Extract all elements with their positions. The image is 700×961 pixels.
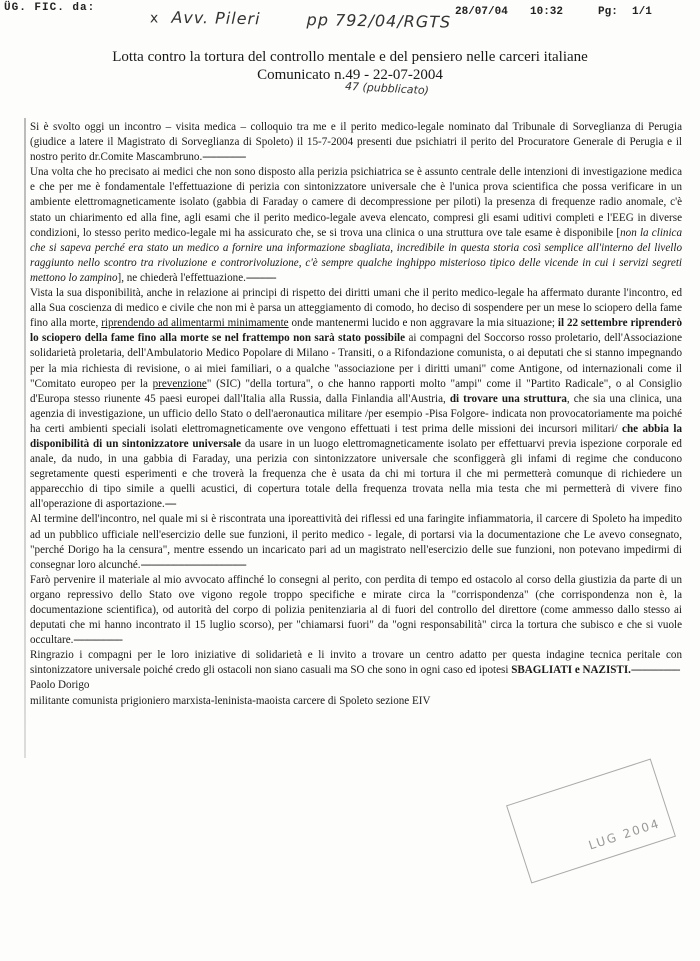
fax-page-label: Pg: xyxy=(598,6,618,18)
handwritten-mark: x xyxy=(149,10,160,27)
fax-page-number: 1/1 xyxy=(632,6,652,18)
stamp-date: LUG 2004 xyxy=(586,816,663,853)
document-body xyxy=(30,120,682,709)
scan-margin-shadow xyxy=(24,118,26,758)
paragraph-decision: Vista la sua disponibilità, anche in relazione ai principi di rispetto dei diritti umani che il perito medico-legale ha affermato durante l'incontro, ed alla Sua coscienza di medico e civile che non mi è parsa un atteggiamento di comodo, ho deciso di sospendere per un mese lo sciopero della fame fino alla morte, riprendendo ad alimentarmi minimamente onde mantenermi lucido e non aggravare la mia situazione; il 22 settembre riprenderò lo sciopero della fame fino alla morte se nel frattempo non sarà stato possibile ai compagni del Soccorso rosso proletario, dell'Associazione solidarietà proletaria, dell'Ambulatorio Medico Popolare di Milano - Transiti, o a Rifondazione comunista, o ai deputati che si stanno impegnando per la mia richiesta di revisione, o ai miei familiari, o a qualche "associazione per i diritti umani" come Antigone, od internazionali come il "Comitato europeo per la prevenzione" (SIC) "della tortura", o che hanno rapporti molto "ampi" come il "Partito Radicale", o al Consiglio d'Europa stesso riunente 45 paesi europei dall'Italia alla Russia, dalla Finlandia all'Austria, di trovare una struttura, che sia una clinica, una agenzia di investigazione, un ufficio dello Stato o dell'aeronautica militare /per esempio -Pisa Folgore- indicata non provocatoriamente ma poiché ha certi ambienti speciali isolati elettromagneticamente ove vengono effettuati i test prima delle missioni dei incursori militari/ che abbia la disponibilità di un sintonizzatore universale da usare in un luogo elettromagneticamente isolato per effettuarvi previa ispezione corporale ed anale, da nudo, in una gabbia di Faraday, una perizia con sintonizzatore universale che sconfiggerà gli infami di regime che conducono segretamente questi esperimenti e che troverà la frequenza che è usata da chi mi tortura il che mi permetterà comunque di richiedere un apparecchio di tipo simile a quelli acustici, di copertura totale della frequenza trovata nella mia testa che mi permetterà di vivere fino all'operazione di asportazione.---- xyxy=(30,287,683,511)
signature-name: Paolo Dorigo xyxy=(30,679,90,692)
document-header xyxy=(0,48,700,84)
handwritten-annotation: 47 (pubblicato) xyxy=(344,79,430,98)
paragraph-end-of-meeting: Al termine dell'incontro, nel quale mi si è riscontrata una iporeattività dei riflessi ed una faringite infiammatoria, il carcere di Spoleto ha impedito ad un pubblico ufficiale nell'esercizio delle sue funzioni, il perito medico - legale, di portarsi via la documentazione che Le avevo consegnato, "perché Dorigo ha la censura", mentre essendo un incaricato pari ad un magistrato nell'esercizio delle sue funzioni, non potevano impedirmi di consegnar loro alcunché.--------------------------------------- xyxy=(30,513,682,571)
document-title: Lotta contro la tortura del controllo mentale e del pensiero nelle carceri italiane xyxy=(112,49,588,65)
received-stamp xyxy=(506,759,676,884)
handwritten-addressee: Avv. Pileri xyxy=(171,7,261,29)
paragraph-material: Farò pervenire il materiale al mio avvocato affinché lo consegni al perito, con perdita di tempo ed ostacolo al corso della giustizia da parte di un organo repressivo dello Stato ove vigono regole troppo specifiche e mirate circa la "corrispondenza" (che corrispondenza non è, la documentazione scientifica), od autorità del corpo di polizia penitenziaria al di fuori del controllo del direttore (come ammesso dallo stesso ai deputati che mi hanno incontrato il 15 luglio scorso), per "chiamarsi fuori" da "ogni responsabilità" circa la tortura che subisco e che si vuole occultare.------------------ xyxy=(30,573,682,647)
handwritten-reference: pp 792/04/RGTS xyxy=(306,10,452,32)
fax-time: 10:32 xyxy=(530,6,564,18)
paragraph-visit: Si è svolto oggi un incontro – visita medica – colloquio tra me e il perito medico-legale nominato dal Tribunale di Sorveglianza di Perugia (giudice a latere il Magistrato di Sorveglianza di Spoleto) il 15-7-2004 presenti due psichiatri il perito del Procuratore Generale di Perugia e il nostro perito dr.Comite Mascambruno.---------------- xyxy=(30,121,682,164)
paragraph-clarification: Una volta che ho precisato ai medici che non sono disposto alla perizia psichiatrica se è assunto centrale delle intenzioni di investigazione medica e che per me è fondamentale l'effettuazione di perizia con sintonizzatore universale che è l'unica prova scientifica che possa verificare in un ambiente elettromagneticamente isolato (gabbia di Faraday o camere di decompressione per piloti) la presenza di frequenze radio anomale, c'è stato un chiarimento ed alla fine, agli esami che il perito medico-legale aveva elencato, compresi gli esami uditivi completi e l'EEG in diverse condizioni, lo stesso perito medico-legale mi ha assicurato che, se si trova una clinica o una struttura ove tale esame è disponibile [non la clinica che si sapeva perché era stato un medico a fornire una informazione sbagliata, incredibile in questa storia così semplice all'interno del livello raggiunto nello scontro tra rivoluzione e controrivoluzione, c'è sempre qualche inghippo misterioso tipico delle vicende in cui i servizi segreti mettono lo zampino], ne chiederà l'effettuazione.----------- xyxy=(30,166,682,284)
paragraph-thanks: Ringrazio i compagni per le loro iniziative di solidarietà e li invito a trovare un centro adatto per questa indagine tecnica peritale con sintonizzatore universale poiché credo gli ostacoli non siano casuali ma SO che sono in ogni caso ed ipotesi SBAGLIATI e NAZISTI.------------------ xyxy=(30,649,682,677)
signature-role: militante comunista prigioniero marxista-leninista-maoista carcere di Spoleto sezione EIV xyxy=(30,694,431,707)
communique-number: Comunicato n.49 - 22-07-2004 xyxy=(257,67,443,83)
handwritten-note xyxy=(150,7,451,31)
fax-date: 28/07/04 xyxy=(455,6,508,18)
fax-sender: ÜG. FIC. da: xyxy=(4,2,96,14)
